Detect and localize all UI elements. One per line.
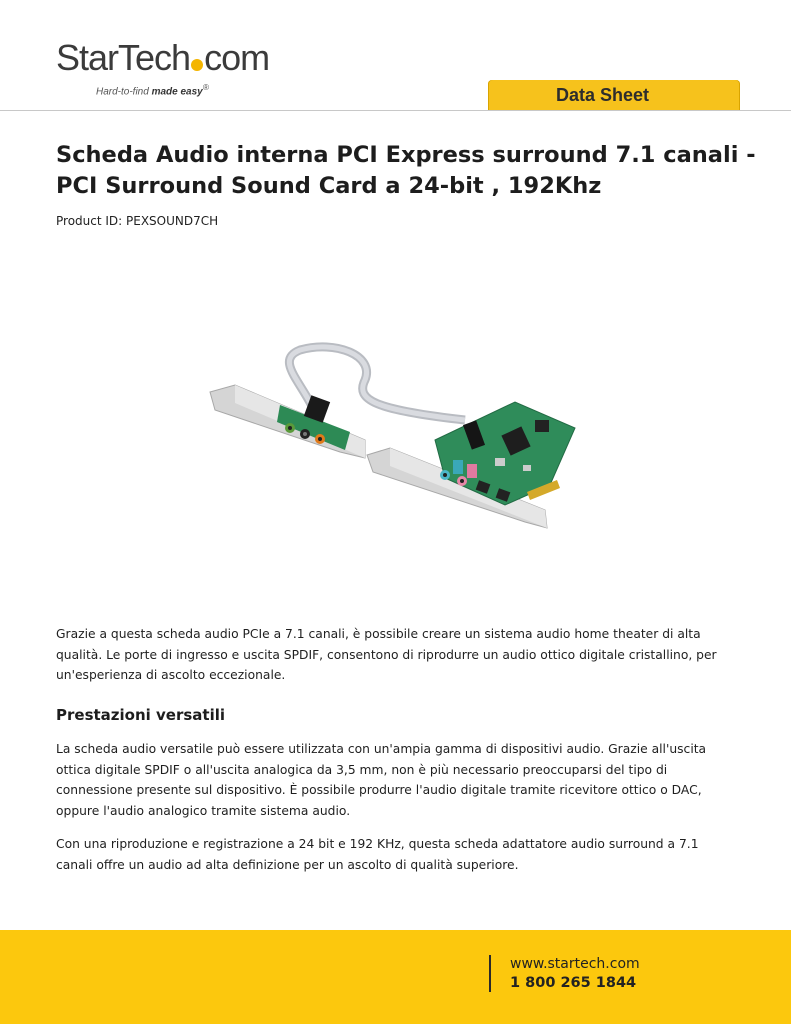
features-paragraph: La scheda audio versatile può essere utilizzata con un'ampia gamma di dispositivi audio. Grazie all'uscita ottica digitale SPDIF o all'uscita analogica da 3,5 mm, non è più necessario preoccuparsi del tipo di connessione presente sul dispositivo. È possibile produrre l'audio digitale tramite ricevitore ottico o DAC, oppure l'audio analogico tramite sistema audio.: [56, 742, 707, 818]
data-sheet-label: Data Sheet: [556, 85, 650, 105]
header-divider: [0, 110, 791, 111]
logo-dot: [191, 59, 203, 71]
product-id: Product ID: PEXSOUND7CH: [56, 214, 219, 228]
data-sheet-tab: [488, 80, 740, 110]
logo-wordmark: StarTech com: [56, 37, 270, 78]
phone-number: 1 800 265 1844: [510, 975, 637, 991]
footer: [0, 930, 791, 1024]
section-heading: Prestazioni versatili: [56, 706, 225, 724]
logo-tagline: Hard-to-find made easy®: [96, 82, 209, 98]
performance-paragraph: Con una riproduzione e registrazione a 24 bit e 192 KHz, questa scheda adattatore audio surround a 7.1 canali offre un audio ad alta definizione per un ascolto di qualità superiore.: [56, 837, 699, 872]
product-photo: [205, 340, 585, 530]
startech-logo: [56, 37, 270, 98]
intro-paragraph: Grazie a questa scheda audio PCIe a 7.1 canali, è possibile creare un sistema audio home theater di alta qualità. Le porte di ingresso e uscita SPDIF, consentono di riprodurre un audio ottico digitale cristallino, per un'esperienza di ascolto eccezionale.: [56, 627, 717, 682]
website-link[interactable]: www.startech.com: [510, 956, 640, 972]
product-title: Scheda Audio interna PCI Express surround 7.1 canali - PCI Surround Sound Card a 24-bit , 192Khz: [56, 142, 756, 199]
footer-divider: [489, 955, 491, 992]
